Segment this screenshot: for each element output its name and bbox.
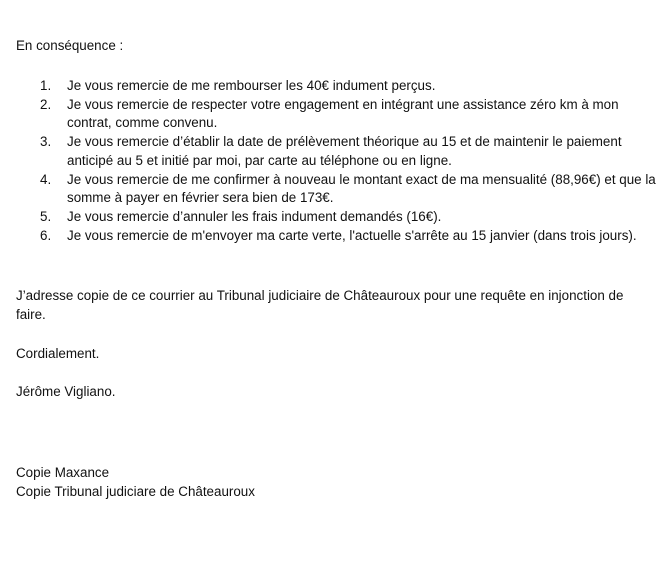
request-item-1 <box>0 77 657 96</box>
court-copy-notice: J’adresse copie de ce courrier au Tribunal judiciaire de Châteauroux pour une requête en injonction de faire. <box>16 288 624 322</box>
request-item-6 <box>0 227 657 246</box>
request-number-4: 4. <box>40 171 52 187</box>
request-item-4 <box>0 171 657 208</box>
request-item-5 <box>0 208 657 227</box>
request-number-6: 6. <box>40 227 52 243</box>
copy-recipient-1: Copie Maxance <box>16 465 110 480</box>
request-text-1: Je vous remercie de me rembourser les 40€ indument perçus. <box>67 78 436 93</box>
request-number-3: 3. <box>40 134 52 150</box>
closing-salutation: Cordialement. <box>16 346 100 361</box>
request-item-2 <box>0 96 657 133</box>
request-number-2: 2. <box>40 96 52 112</box>
request-number-1: 1. <box>40 78 52 93</box>
copy-recipient-2: Copie Tribunal judiciare de Châteauroux <box>16 484 255 499</box>
request-text-2: Je vous remercie de respecter votre engagement en intégrant une assistance zéro km à mon contrat, comme convenu. <box>67 96 619 131</box>
intro-heading: En conséquence : <box>16 38 124 53</box>
request-text-6: Je vous remercie de m'envoyer ma carte verte, l'actuelle s'arrête au 15 janvier (dans trois jours). <box>67 227 637 243</box>
signature-name: Jérôme Vigliano. <box>16 384 116 399</box>
request-text-4: Je vous remercie de me confirmer à nouveau le montant exact de ma mensualité (88,96€) et que la somme à payer en février sera bien de 173€. <box>67 171 656 206</box>
request-text-5: Je vous remercie d’annuler les frais indument demandés (16€). <box>67 208 442 224</box>
request-number-5: 5. <box>40 208 52 224</box>
request-item-3 <box>0 133 657 170</box>
request-list <box>0 77 666 245</box>
request-text-3: Je vous remercie d’établir la date de prélèvement théorique au 15 et de maintenir le paiement anticipé au 5 et initié par moi, par carte au téléphone ou en ligne. <box>67 134 622 168</box>
